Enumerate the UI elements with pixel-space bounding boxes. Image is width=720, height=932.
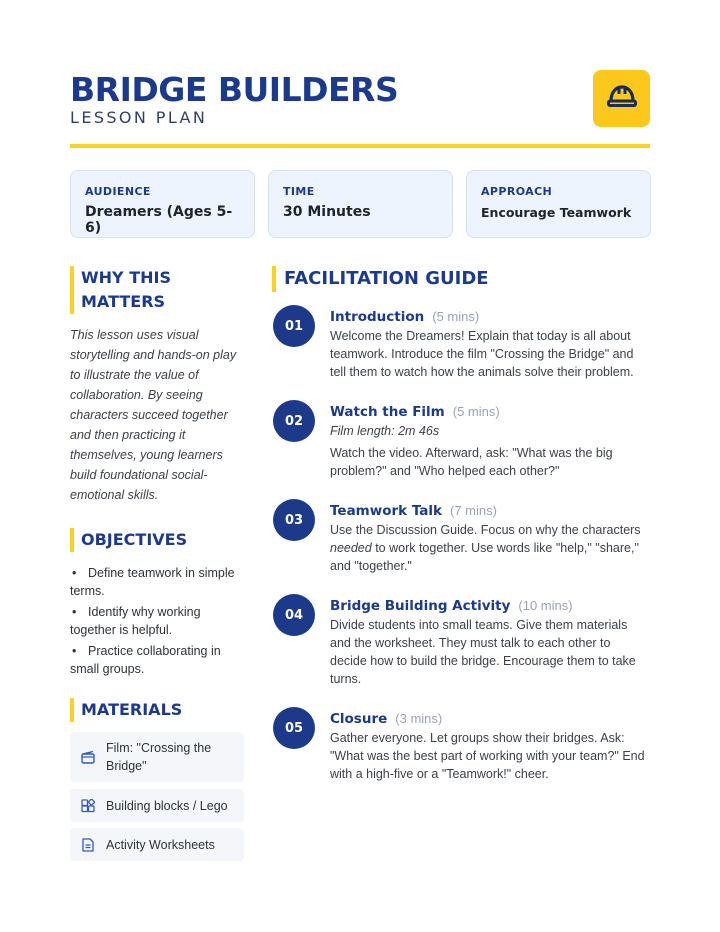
step-duration: (5 mins) xyxy=(452,404,500,419)
card-label: APPROACH xyxy=(481,185,553,198)
material-item xyxy=(70,732,244,782)
step-title: Introduction xyxy=(330,309,425,325)
step-number-badge: 01 xyxy=(273,305,315,347)
objectives-list xyxy=(70,564,248,681)
step-description: Welcome the Dreamers! Explain that today is all about teamwork. Introduce the film "Crossing the Bridge" and tell them to watch how the animals solve their problem. xyxy=(330,329,634,379)
step-description-part: Use the Discussion Guide. Focus on why the characters xyxy=(330,523,641,537)
page-title: BRIDGE BUILDERS xyxy=(70,70,399,109)
card-value: Dreamers (Ages 5-6) xyxy=(85,204,233,236)
material-label: Activity Worksheets xyxy=(106,837,215,852)
hard-hat-icon xyxy=(606,82,638,115)
material-item xyxy=(70,828,244,861)
step-title: Watch the Film xyxy=(330,404,445,420)
step-number-badge: 02 xyxy=(273,400,315,442)
guide-step xyxy=(330,708,648,783)
list-item: • Define teamwork in simple terms. xyxy=(70,566,235,598)
time-card xyxy=(268,170,453,238)
step-duration: (10 mins) xyxy=(518,598,573,613)
why-body: This lesson uses visual storytelling and hands-on play to illustrate the value of collaboration. By seeing characters succeed together and then practicing it themselves, young learners build foundational social-emotional skills. xyxy=(70,328,237,502)
step-number-badge: 03 xyxy=(273,499,315,541)
card-label: AUDIENCE xyxy=(85,185,151,198)
approach-card xyxy=(466,170,651,238)
objective-text: Practice collaborating in small groups. xyxy=(70,644,221,676)
step-duration: (3 mins) xyxy=(395,711,443,726)
film-icon xyxy=(78,750,98,764)
step-description xyxy=(330,521,648,575)
step-duration: (7 mins) xyxy=(450,503,497,518)
guide-step xyxy=(330,401,648,480)
audience-card xyxy=(70,170,255,238)
why-heading-line: WHY THIS xyxy=(81,268,171,287)
guide-step xyxy=(330,306,648,381)
hard-hat-badge xyxy=(593,70,650,127)
step-title: Bridge Building Activity xyxy=(330,598,511,614)
list-item: • Identify why working together is helpful. xyxy=(70,605,201,637)
header-divider xyxy=(70,144,650,148)
step-description: Divide students into small teams. Give them materials and the worksheet. They must talk to each other to decide how to build the bridge. Encourage them to take turns. xyxy=(330,618,636,686)
why-heading xyxy=(70,266,171,314)
card-value: Encourage Teamwork xyxy=(481,205,632,220)
card-label: TIME xyxy=(283,185,315,198)
guide-heading: FACILITATION GUIDE xyxy=(272,266,489,292)
step-description: Gather everyone. Let groups show their bridges. Ask: "What was the best part of working with your team?" End with a high-five or a "Teamwork!" cheer. xyxy=(330,731,645,781)
materials-heading: MATERIALS xyxy=(70,698,182,722)
step-title: Teamwork Talk xyxy=(330,503,443,519)
material-label: Building blocks / Lego xyxy=(106,798,228,813)
objectives-heading: OBJECTIVES xyxy=(70,528,187,552)
step-number-badge: 04 xyxy=(273,594,315,636)
guide-step xyxy=(330,595,648,688)
step-duration: (5 mins) xyxy=(432,309,480,324)
list-item: • Practice collaborating in small groups. xyxy=(70,644,221,676)
material-label: Film: "Crossing the Bridge" xyxy=(106,741,212,773)
objective-text: Identify why working together is helpful. xyxy=(70,605,201,637)
step-description-emphasis: needed xyxy=(330,541,372,555)
step-number-badge: 05 xyxy=(273,707,315,749)
guide-step xyxy=(330,500,648,575)
objective-text: Define teamwork in simple terms. xyxy=(70,566,235,598)
card-value: 30 Minutes xyxy=(283,204,371,220)
step-description: Watch the video. Afterward, ask: "What was the big problem?" and "Who helped each other?" xyxy=(330,446,613,478)
material-item xyxy=(70,789,244,822)
document-icon xyxy=(78,838,98,852)
why-heading-line: MATTERS xyxy=(81,292,166,311)
step-description-part: to work together. Use words like "help," "share," and "together." xyxy=(330,541,639,573)
step-title: Closure xyxy=(330,711,388,727)
page-subtitle: LESSON PLAN xyxy=(70,108,208,127)
step-note: Film length: 2m 46s xyxy=(330,424,440,438)
blocks-icon xyxy=(78,799,98,813)
